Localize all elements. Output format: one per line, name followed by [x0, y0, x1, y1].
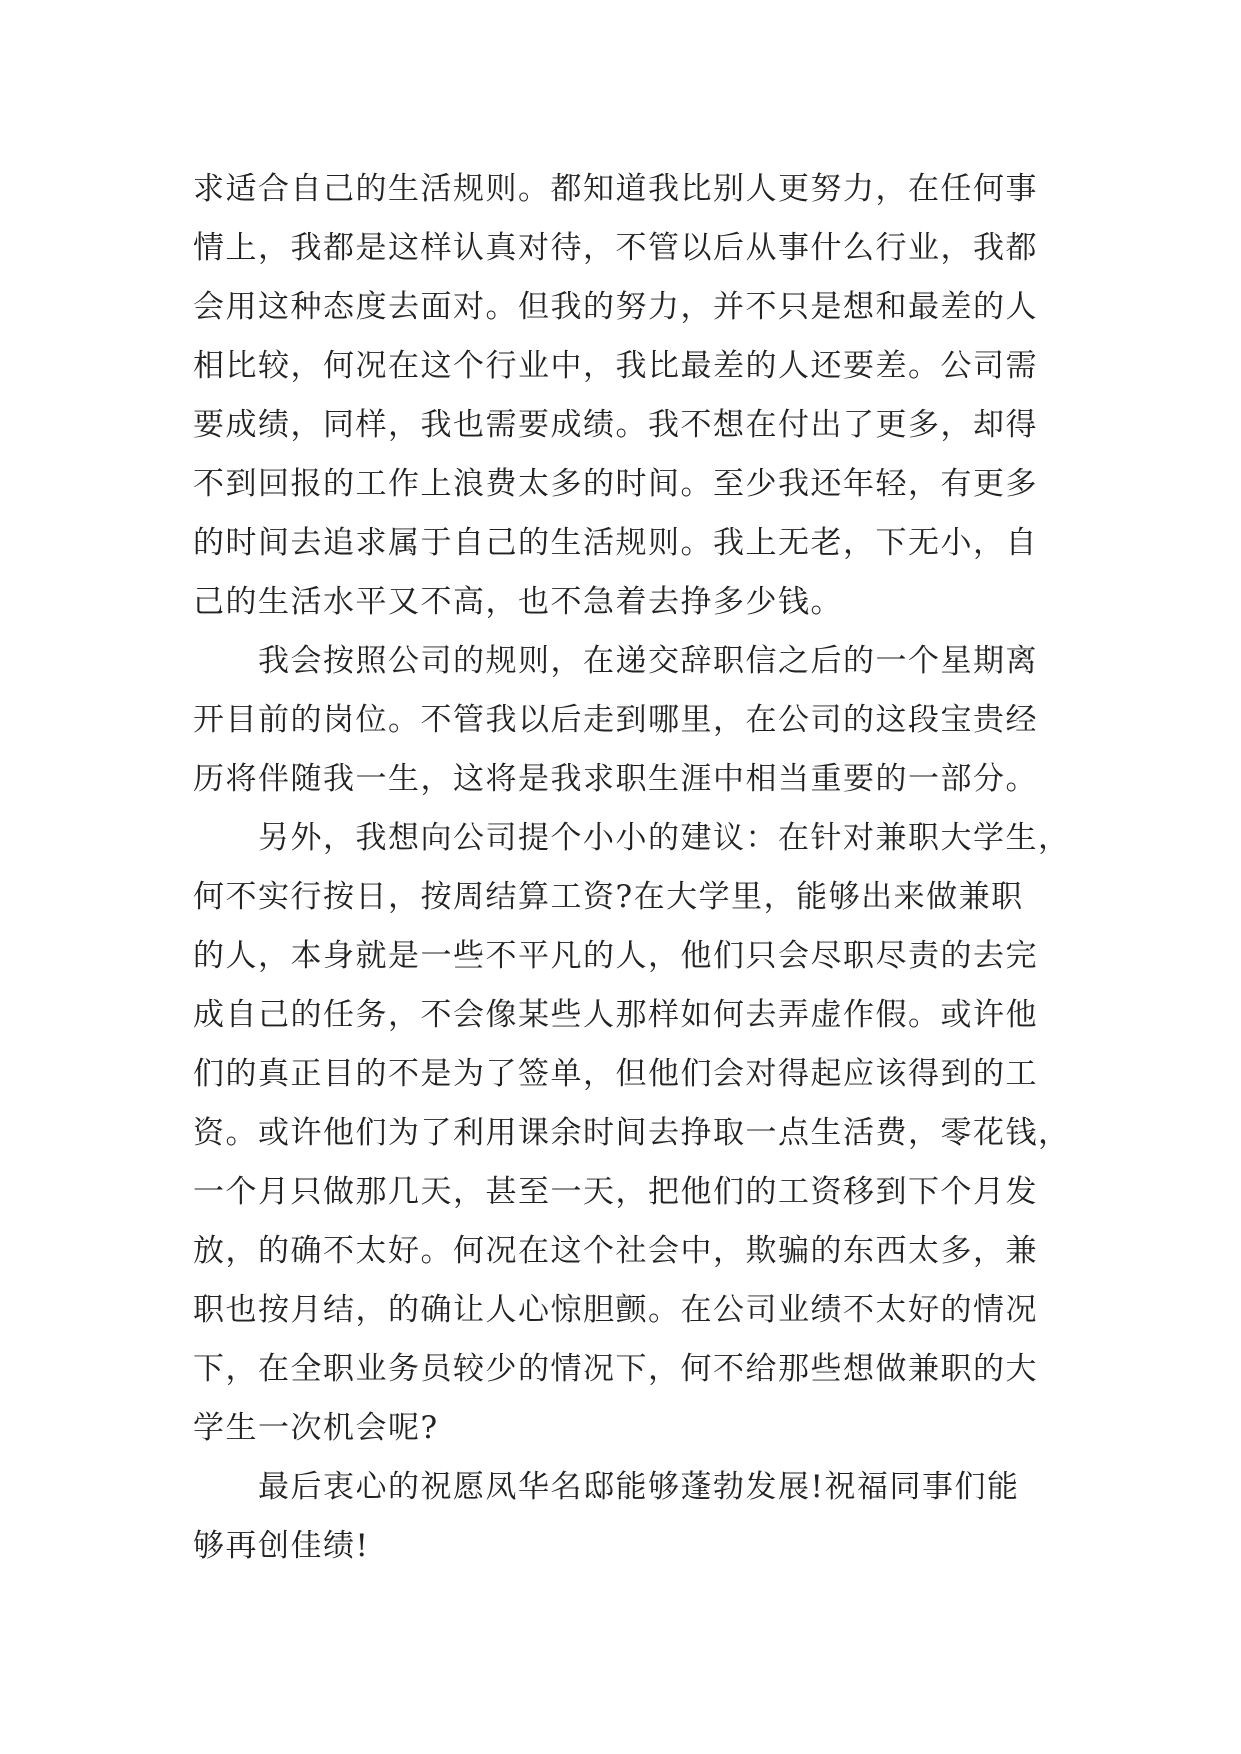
text-line: 成自己的任务，不会像某些人那样如何去弄虚作假。或许他 — [193, 997, 1038, 1033]
paragraph-2 — [193, 632, 1073, 809]
paragraph-3 — [193, 809, 1073, 1458]
text-line: 放，的确不太好。何况在这个社会中，欺骗的东西太多，兼 — [193, 1233, 1038, 1269]
text-line: 另外，我想向公司提个小小的建议：在针对兼职大学生， — [193, 820, 1071, 856]
text-line: 相比较，何况在这个行业中，我比最差的人还要差。公司需 — [193, 348, 1038, 384]
document-body — [193, 160, 1073, 1576]
text-line: 不到回报的工作上浪费太多的时间。至少我还年轻，有更多 — [193, 466, 1038, 502]
text-line: 己的生活水平又不高，也不急着去挣多少钱。 — [193, 584, 843, 620]
text-line: 求适合自己的生活规则。都知道我比别人更努力，在任何事 — [193, 171, 1038, 207]
text-line: 要成绩，同样，我也需要成绩。我不想在付出了更多，却得 — [193, 407, 1038, 443]
text-line: 何不实行按日，按周结算工资?在大学里，能够出来做兼职 — [193, 879, 1024, 915]
text-line: 学生一次机会呢? — [193, 1410, 439, 1446]
text-line: 们的真正目的不是为了签单，但他们会对得起应该得到的工 — [193, 1056, 1038, 1092]
text-line: 我会按照公司的规则，在递交辞职信之后的一个星期离 — [193, 643, 1038, 679]
text-line: 下，在全职业务员较少的情况下，何不给那些想做兼职的大 — [193, 1351, 1038, 1387]
text-line: 职也按月结，的确让人心惊胆颤。在公司业绩不太好的情况 — [193, 1292, 1038, 1328]
paragraph-1 — [193, 160, 1073, 632]
text-line: 开目前的岗位。不管我以后走到哪里，在公司的这段宝贵经 — [193, 702, 1038, 738]
text-line: 资。或许他们为了利用课余时间去挣取一点生活费，零花钱， — [193, 1115, 1071, 1151]
text-line: 历将伴随我一生，这将是我求职生涯中相当重要的一部分。 — [193, 761, 1038, 797]
text-line: 情上，我都是这样认真对待，不管以后从事什么行业，我都 — [193, 230, 1038, 266]
text-line: 够再创佳绩! — [193, 1528, 370, 1564]
text-line: 会用这种态度去面对。但我的努力，并不只是想和最差的人 — [193, 289, 1038, 325]
paragraph-4 — [193, 1458, 1073, 1576]
text-line: 一个月只做那几天，甚至一天，把他们的工资移到下个月发 — [193, 1174, 1038, 1210]
text-line: 最后衷心的祝愿凤华名邸能够蓬勃发展!祝福同事们能 — [193, 1469, 1020, 1505]
text-line: 的时间去追求属于自己的生活规则。我上无老，下无小，自 — [193, 525, 1038, 561]
text-line: 的人，本身就是一些不平凡的人，他们只会尽职尽责的去完 — [193, 938, 1038, 974]
